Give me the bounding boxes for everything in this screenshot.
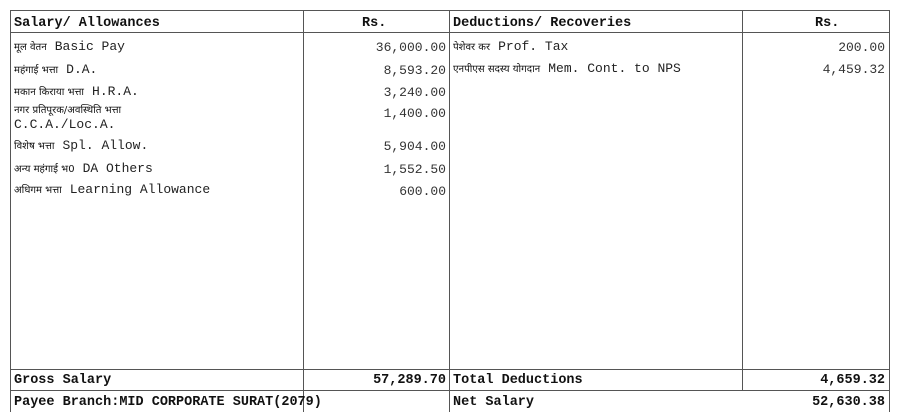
header-divider	[11, 32, 889, 33]
english-label: DA Others	[82, 161, 153, 176]
earning-amount: 36,000.00	[375, 40, 446, 55]
salary-slip	[10, 10, 890, 412]
total-deductions-amount: 4,659.32	[820, 373, 885, 388]
earning-amount: 1,400.00	[383, 106, 446, 121]
deductions-header: Deductions/ Recoveries	[453, 16, 632, 31]
total-deductions-label: Total Deductions	[453, 373, 583, 388]
gross-salary-amount: 57,289.70	[373, 373, 446, 388]
hindi-label: महंगाई भत्ता	[14, 65, 59, 76]
english-label: Basic Pay	[54, 39, 125, 54]
column-divider	[742, 11, 743, 391]
deduction-amount: 200.00	[838, 40, 885, 55]
earning-basic-pay	[14, 40, 125, 55]
earning-amount: 5,904.00	[383, 139, 446, 154]
gross-salary-label: Gross Salary	[14, 373, 112, 388]
net-salary-label: Net Salary	[453, 395, 535, 410]
hindi-label: एनपीएस सदस्य योगदान	[453, 64, 541, 75]
deduction-nps	[453, 62, 733, 77]
deduction-prof-tax	[453, 40, 568, 55]
earnings-header: Salary/ Allowances	[14, 16, 160, 31]
english-label: D.A.	[66, 62, 98, 77]
earning-cca	[14, 103, 129, 132]
english-label: C.C.A./Loc.A.	[14, 117, 116, 132]
english-label: H.R.A.	[92, 84, 139, 99]
english-label: Mem. Cont. to NPS	[548, 61, 681, 76]
hindi-label: अधिगम भत्ता	[14, 185, 62, 196]
hindi-label: नगर प्रतिपूरक/अवस्थिति भत्ता	[14, 105, 122, 116]
net-salary-amount: 52,630.38	[812, 395, 885, 410]
earning-amount: 600.00	[399, 184, 446, 199]
hindi-label: पेशेवर कर	[453, 42, 491, 53]
deductions-amount-header: Rs.	[815, 16, 840, 31]
english-label: Prof. Tax	[498, 39, 569, 54]
earning-amount: 8,593.20	[383, 63, 446, 78]
hindi-label: विशेष भत्ता	[14, 141, 55, 152]
earning-amount: 3,240.00	[383, 85, 446, 100]
english-label: Learning Allowance	[69, 182, 211, 197]
deduction-amount: 4,459.32	[822, 62, 885, 77]
earnings-amount-header: Rs.	[362, 16, 387, 31]
totals-divider	[11, 369, 889, 370]
hindi-label: मूल वेतन	[14, 42, 47, 53]
payee-branch: Payee Branch:MID CORPORATE SURAT(2079)	[14, 395, 322, 410]
hindi-label: मकान किराया भत्ता	[14, 87, 85, 98]
earning-spl-allow	[14, 139, 148, 154]
earning-hra	[14, 85, 139, 100]
hindi-label: अन्य महंगाई भ0	[14, 164, 75, 175]
column-divider	[303, 11, 304, 412]
earning-da-others	[14, 162, 153, 177]
footer-divider	[11, 390, 889, 391]
column-divider	[449, 11, 450, 412]
english-label: Spl. Allow.	[62, 138, 149, 153]
earning-learning-allowance	[14, 183, 294, 198]
earning-amount: 1,552.50	[383, 162, 446, 177]
earning-da	[14, 63, 97, 78]
